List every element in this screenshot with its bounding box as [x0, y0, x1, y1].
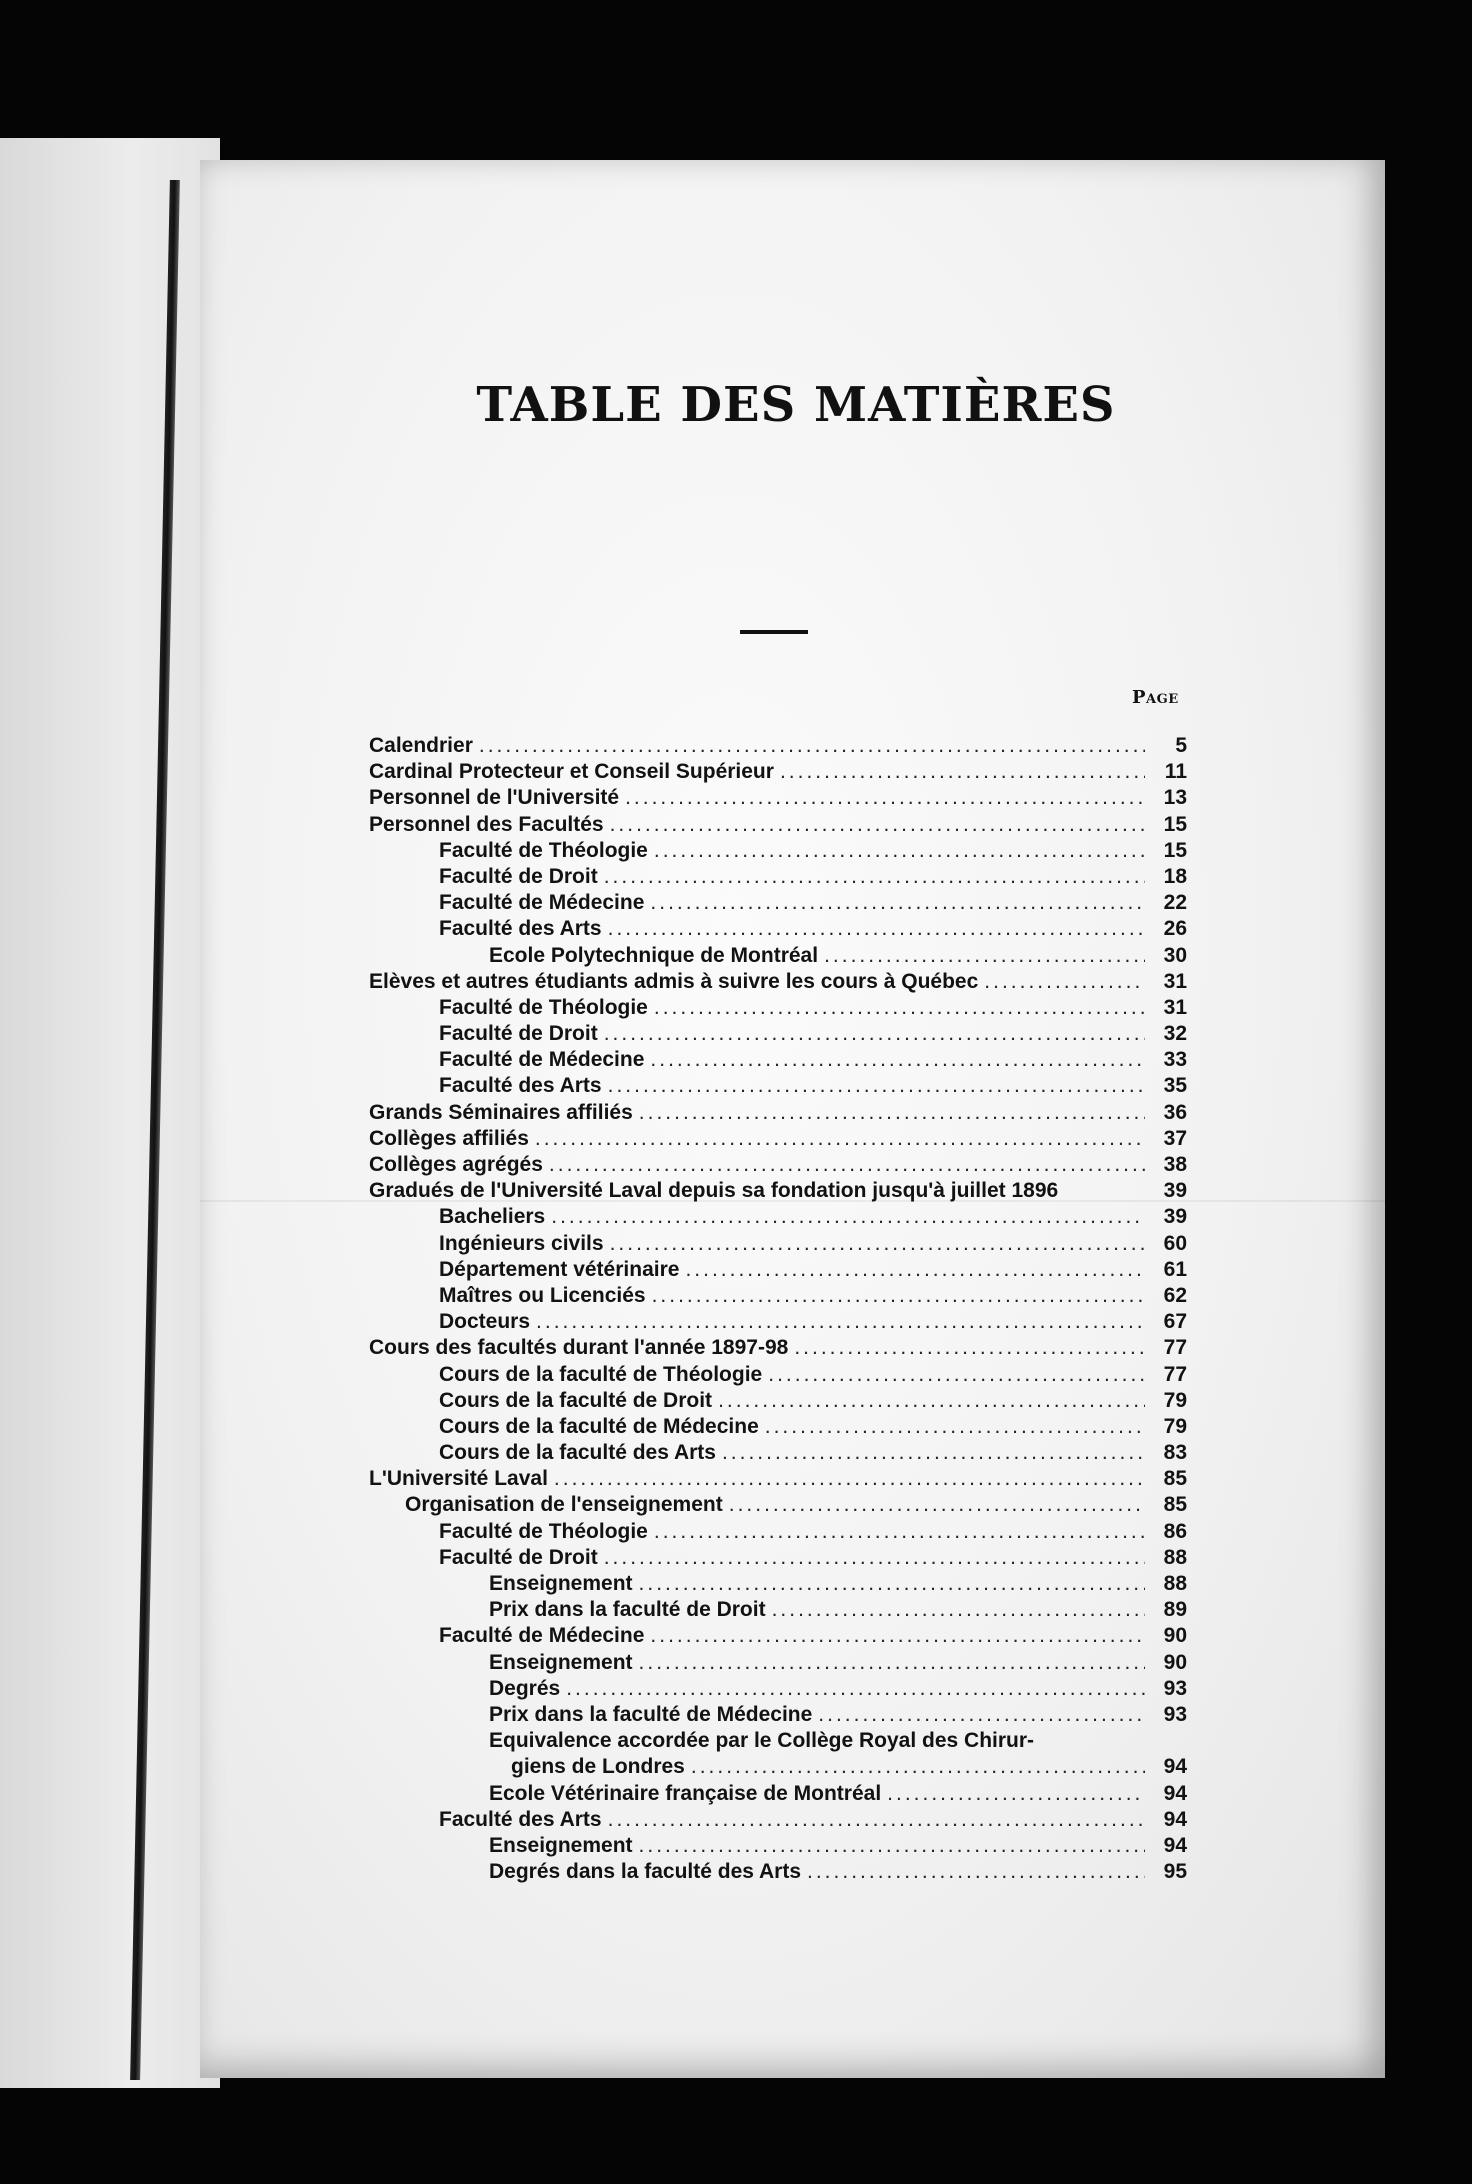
toc-entry-page: 38 [1163, 1153, 1187, 1176]
toc-entry [369, 969, 1187, 995]
page-column-header: Page [1132, 687, 1179, 708]
toc-entry-page: 61 [1163, 1257, 1187, 1281]
dot-leader [824, 943, 1145, 969]
toc-entry-label: Maîtres ou Licenciés [439, 1283, 646, 1307]
dot-leader [639, 1571, 1145, 1597]
toc-entry [369, 1047, 1187, 1073]
toc-entry-page: 39 [1163, 1205, 1187, 1229]
toc-entry-page: 79 [1163, 1388, 1187, 1412]
toc-entry [369, 1440, 1187, 1466]
toc-entry-label: Faculté de Théologie [439, 838, 648, 862]
toc-entry [369, 1178, 1187, 1204]
toc-entry [369, 1126, 1187, 1152]
dot-leader [610, 1231, 1145, 1257]
toc-entry-label: Faculté de Médecine [439, 1624, 645, 1648]
toc-entry-page: 22 [1163, 891, 1187, 915]
toc-entry-label: Cours de la faculté des Arts [439, 1441, 716, 1465]
toc-entry-label: Gradués de l'Université Laval depuis sa fondation jusqu'à juillet 1896 [369, 1179, 1059, 1203]
toc-entry [369, 1833, 1187, 1859]
toc-entry [369, 1335, 1187, 1361]
dot-leader [818, 1702, 1145, 1728]
toc-entry-page: 93 [1163, 1676, 1187, 1700]
toc-entry-label: Faculté de Théologie [439, 1519, 648, 1543]
toc-entry [369, 995, 1187, 1021]
toc-entry-label: Cours de la faculté de Médecine [439, 1414, 759, 1438]
dot-leader [654, 995, 1145, 1021]
toc-entry [369, 1781, 1187, 1807]
toc-entry-page: 31 [1163, 969, 1187, 993]
toc-entry [369, 1702, 1187, 1728]
toc-entry-label: Faculté des Arts [439, 917, 602, 941]
toc-entry-label: Grands Séminaires affiliés [369, 1100, 633, 1124]
toc-entry-page: 94 [1163, 1781, 1187, 1805]
toc-entry-page: 31 [1163, 995, 1187, 1019]
toc-entry [369, 812, 1187, 838]
toc-entry-page: 36 [1163, 1100, 1187, 1124]
toc-entry-page: 94 [1163, 1807, 1187, 1831]
toc-entry-label: Cours de la faculté de Théologie [439, 1362, 763, 1386]
toc-entry-label: Bacheliers [439, 1205, 546, 1229]
dot-leader [604, 864, 1145, 890]
toc-entry [369, 1650, 1187, 1676]
toc-entry [369, 1492, 1187, 1518]
toc-entry-page: 18 [1163, 864, 1187, 888]
dot-leader [984, 969, 1145, 995]
dot-leader [729, 1492, 1145, 1518]
dot-leader [551, 1204, 1145, 1230]
toc-entry [369, 1414, 1187, 1440]
dot-leader [685, 1257, 1145, 1283]
toc-entry-label: Calendrier [369, 734, 473, 757]
toc-entry-page: 90 [1163, 1650, 1187, 1674]
toc-entry [369, 1309, 1187, 1335]
toc-entry [369, 1676, 1187, 1702]
toc-entry [369, 733, 1187, 759]
toc-entry-page: 67 [1163, 1310, 1187, 1334]
toc-entry-label: Faculté des Arts [439, 1074, 602, 1098]
toc-entry-label: Faculté des Arts [439, 1807, 602, 1831]
toc-entry-page: 33 [1163, 1048, 1187, 1072]
toc-entry-label: Département vétérinaire [439, 1257, 680, 1281]
toc-entry-label: Faculté de Droit [439, 1022, 598, 1046]
dot-leader [807, 1859, 1145, 1885]
toc-entry-page: 77 [1163, 1336, 1187, 1360]
toc-entry-page: 77 [1163, 1362, 1187, 1386]
dot-leader [535, 1126, 1145, 1152]
dot-leader [639, 1650, 1145, 1676]
toc-entry-label: Organisation de l'enseignement [405, 1493, 723, 1517]
dot-leader [772, 1597, 1145, 1623]
dot-leader [650, 1623, 1145, 1649]
toc-entry-label: Collèges affiliés [369, 1126, 529, 1150]
toc-entry [369, 890, 1187, 916]
dot-leader [608, 1807, 1145, 1833]
toc-entry-page: 13 [1163, 786, 1187, 810]
dot-leader [691, 1754, 1145, 1780]
toc-entry [369, 1859, 1187, 1885]
toc-entry [369, 864, 1187, 890]
dot-leader [639, 1833, 1145, 1859]
toc-entry [369, 1807, 1187, 1833]
dot-leader [604, 1545, 1145, 1571]
toc-entry-label: Ecole Polytechnique de Montréal [489, 943, 819, 967]
toc-entry [369, 943, 1187, 969]
toc-entry [369, 759, 1187, 785]
toc-entry [369, 1257, 1187, 1283]
dot-leader [554, 1466, 1145, 1492]
toc-entry-page: 94 [1163, 1833, 1187, 1857]
toc-entry-page: 85 [1163, 1493, 1187, 1517]
toc-entry-page: 95 [1163, 1860, 1187, 1884]
toc-entry-page: 62 [1163, 1283, 1187, 1307]
toc-entry-label: Equivalence accordée par le Collège Royal des Chirur- [489, 1729, 1035, 1753]
toc-entry-label: giens de Londres [511, 1755, 685, 1779]
toc-entry-label: Faculté de Droit [439, 1545, 598, 1569]
toc-entry-page: 94 [1163, 1755, 1187, 1779]
toc-entry-page: 30 [1163, 943, 1187, 967]
toc-entry-page: 89 [1163, 1598, 1187, 1622]
toc-entry-label: Prix dans la faculté de Droit [489, 1598, 766, 1622]
toc-entry-page: 15 [1163, 838, 1187, 862]
toc-entry-label: Cardinal Protecteur et Conseil Supérieur [369, 760, 774, 784]
dot-leader [722, 1440, 1145, 1466]
toc-entry-label: Faculté de Médecine [439, 891, 645, 915]
toc-entry-label: Enseignement [489, 1650, 633, 1674]
dot-leader [654, 838, 1145, 864]
toc-entry [369, 1545, 1187, 1571]
dot-leader [625, 785, 1145, 811]
toc-entry [369, 1519, 1187, 1545]
toc-entry-label: Cours de la faculté de Droit [439, 1388, 713, 1412]
toc-entry-label: Cours des facultés durant l'année 1897-98 [369, 1336, 789, 1360]
toc-entry [369, 1152, 1187, 1178]
dot-leader [768, 1362, 1145, 1388]
toc-entry-page: 83 [1163, 1441, 1187, 1465]
toc-entry-label: Degrés dans la faculté des Arts [489, 1860, 802, 1884]
toc-entry [369, 1388, 1187, 1414]
toc-entry [369, 1021, 1187, 1047]
toc-entry-page: 93 [1163, 1702, 1187, 1726]
toc-entry-page: 88 [1163, 1572, 1187, 1595]
toc-entry-label: Enseignement [489, 1572, 633, 1595]
dot-leader [887, 1781, 1145, 1807]
toc-entry-page: 39 [1163, 1179, 1187, 1203]
dot-leader [610, 812, 1145, 838]
toc-entry-label: Elèves et autres étudiants admis à suivre les cours à Québec [369, 969, 979, 993]
dot-leader [718, 1388, 1145, 1414]
toc-entry [369, 1362, 1187, 1388]
toc-entry-label: Personnel de l'Université [369, 786, 620, 810]
dot-leader [794, 1335, 1145, 1361]
toc-entry-label: Ingénieurs civils [439, 1231, 604, 1255]
toc-entry [369, 1754, 1187, 1780]
toc-entry [369, 1728, 1187, 1754]
toc-entry-label: Prix dans la faculté de Médecine [489, 1702, 813, 1726]
dot-leader [608, 916, 1145, 942]
toc-entry-label: Faculté de Théologie [439, 995, 648, 1019]
toc-entry-page: 86 [1163, 1519, 1187, 1543]
toc-entry-page: 88 [1163, 1545, 1187, 1569]
toc-entry-label: Faculté de Droit [439, 864, 598, 888]
dot-leader [566, 1676, 1145, 1702]
dot-leader [765, 1414, 1145, 1440]
dot-leader [652, 1283, 1145, 1309]
toc-entry-label: Enseignement [489, 1833, 633, 1857]
toc-entry-label: L'Université Laval [369, 1467, 548, 1491]
toc-entry-page: 79 [1163, 1414, 1187, 1438]
toc-entry-page: 5 [1175, 734, 1187, 757]
toc-entry-page: 60 [1163, 1231, 1187, 1255]
toc-entry [369, 916, 1187, 942]
toc-entry-page: 90 [1163, 1624, 1187, 1648]
toc-entry [369, 838, 1187, 864]
dot-leader [536, 1309, 1145, 1335]
dot-leader [650, 890, 1145, 916]
toc-entry [369, 1623, 1187, 1649]
toc-entry-page: 11 [1164, 760, 1187, 784]
toc-entry-label: Degrés [489, 1676, 561, 1700]
dot-leader [549, 1152, 1145, 1178]
toc-entry [369, 1231, 1187, 1257]
dot-leader [650, 1047, 1145, 1073]
dot-leader [604, 1021, 1145, 1047]
toc-entry [369, 1466, 1187, 1492]
toc-entry-page: 85 [1163, 1467, 1187, 1491]
dot-leader [780, 759, 1145, 785]
toc-entry [369, 1597, 1187, 1623]
toc-entry [369, 1571, 1187, 1597]
toc-entry [369, 1283, 1187, 1309]
toc-entry-page: 32 [1163, 1022, 1187, 1046]
toc-entry-label: Ecole Vétérinaire française de Montréal [489, 1781, 882, 1805]
dot-leader [479, 733, 1145, 759]
dot-leader [639, 1100, 1145, 1126]
toc-entry-label: Docteurs [439, 1310, 531, 1334]
dot-leader [654, 1519, 1145, 1545]
toc-entry-page: 37 [1163, 1126, 1187, 1150]
table-of-contents [369, 733, 1187, 1885]
toc-entry-label: Collèges agrégés [369, 1153, 543, 1176]
toc-entry [369, 1204, 1187, 1230]
toc-entry-page: 35 [1163, 1074, 1187, 1098]
toc-entry [369, 1100, 1187, 1126]
dot-leader [608, 1073, 1145, 1099]
toc-entry-page: 26 [1163, 917, 1187, 941]
title-rule [740, 630, 808, 634]
page-title: TABLE DES MATIÈRES [476, 377, 1116, 434]
toc-entry-page: 15 [1163, 812, 1187, 836]
toc-entry-label: Faculté de Médecine [439, 1048, 645, 1072]
toc-entry [369, 785, 1187, 811]
toc-entry [369, 1073, 1187, 1099]
toc-entry-label: Personnel des Facultés [369, 812, 604, 836]
